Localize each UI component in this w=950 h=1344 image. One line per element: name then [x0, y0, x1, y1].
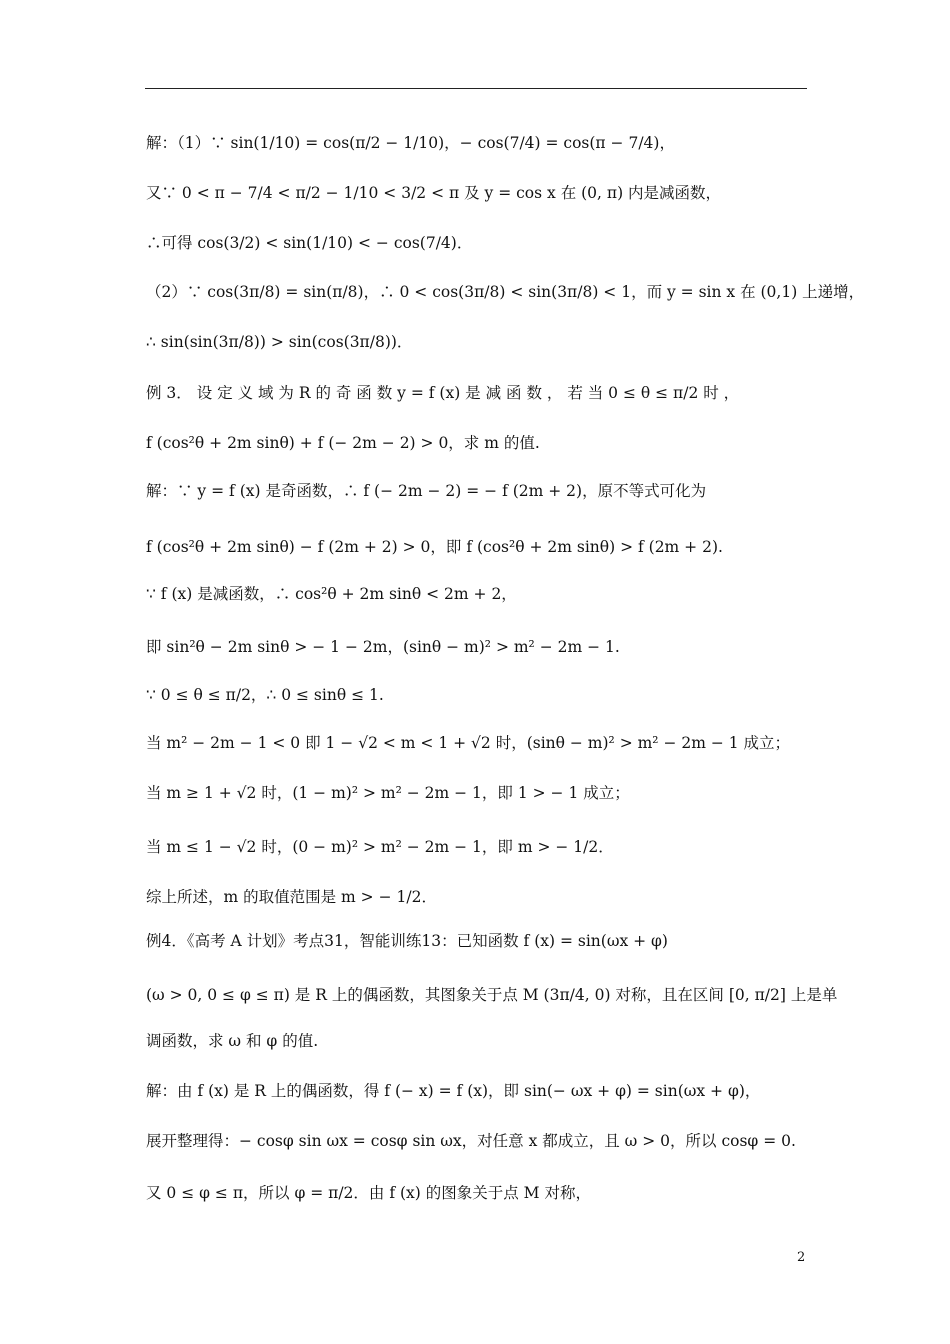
example-3-solution-2: f (cos²θ + 2m sinθ) − f (2m + 2) > 0，即 f (cos²θ + 2m sinθ) > f (2m + 2). — [146, 538, 723, 556]
example-4-statement-2: (ω > 0, 0 ≤ φ ≤ π) 是 R 上的偶函数，其图象关于点 M (3π/4, 0) 对称，且在区间 [0, π/2] 上是单 — [146, 986, 838, 1004]
example-3-case-2: 当 m ≥ 1 + √2 时，(1 − m)² > m² − 2m − 1，即 1 > − 1 成立； — [146, 784, 630, 802]
example-3-solution-1: 解：∵ y = f (x) 是奇函数，∴ f (− 2m − 2) = − f (2m + 2)，原不等式可化为 — [146, 482, 707, 500]
example-3-case-1: 当 m² − 2m − 1 < 0 即 1 − √2 < m < 1 + √2 时，(sinθ − m)² > m² − 2m − 1 成立； — [146, 734, 791, 752]
example-3-solution-4: 即 sin²θ − 2m sinθ > − 1 − 2m，(sinθ − m)² > m² − 2m − 1. — [146, 638, 620, 656]
example-3-statement-2: f (cos²θ + 2m sinθ) + f (− 2m − 2) > 0，求 m 的值. — [146, 434, 540, 452]
example-3-conclusion: 综上所述，m 的取值范围是 m > − 1/2． — [146, 888, 437, 906]
example-3-solution-5: ∵ 0 ≤ θ ≤ π/2，∴ 0 ≤ sinθ ≤ 1. — [146, 686, 384, 704]
example-3-solution-3: ∵ f (x) 是减函数，∴ cos²θ + 2m sinθ < 2m + 2， — [146, 585, 517, 603]
example-3-statement-1: 例 3． 设 定 义 域 为 R 的 奇 函 数 y = f (x) 是 减 函 数 ， 若 当 0 ≤ θ ≤ π/2 时 ， — [146, 384, 740, 402]
example-3-case-3: 当 m ≤ 1 − √2 时，(0 − m)² > m² − 2m − 1，即 m > − 1/2． — [146, 838, 614, 856]
example-4-statement-1: 例4．《高考 A 计划》考点31，智能训练13：已知函数 f (x) = sin(ωx + φ) — [146, 932, 668, 950]
solution-line-4: （2）∵ cos(3π/8) = sin(π/8)，∴ 0 < cos(3π/8) < sin(3π/8) < 1，而 y = sin x 在 (0,1) 上递增， — [146, 283, 865, 301]
solution-line-5: ∴ sin(sin(3π/8)) > sin(cos(3π/8))． — [146, 333, 413, 351]
example-4-statement-3: 调函数，求 ω 和 φ 的值. — [146, 1032, 319, 1050]
solution-line-1: 解：（1）∵ sin(1/10) = cos(π/2 − 1/10)，− cos(7/4) = cos(π − 7/4)， — [146, 134, 675, 152]
solution-line-3: ∴可得 cos(3/2) < sin(1/10) < − cos(7/4)． — [146, 234, 473, 252]
page-number: 2 — [797, 1250, 806, 1265]
example-4-solution-2: 展开整理得：− cosφ sin ωx = cosφ sin ωx，对任意 x 都成立，且 ω > 0，所以 cosφ = 0. — [146, 1132, 796, 1150]
header-rule — [145, 88, 807, 89]
example-4-solution-1: 解：由 f (x) 是 R 上的偶函数，得 f (− x) = f (x)，即 sin(− ωx + φ) = sin(ωx + φ)， — [146, 1082, 761, 1100]
solution-line-2: 又∵ 0 < π − 7/4 < π/2 − 1/10 < 3/2 < π 及 y = cos x 在 (0, π) 内是减函数， — [146, 184, 722, 202]
example-4-solution-3: 又 0 ≤ φ ≤ π，所以 φ = π/2．由 f (x) 的图象关于点 M 对称， — [146, 1184, 591, 1202]
